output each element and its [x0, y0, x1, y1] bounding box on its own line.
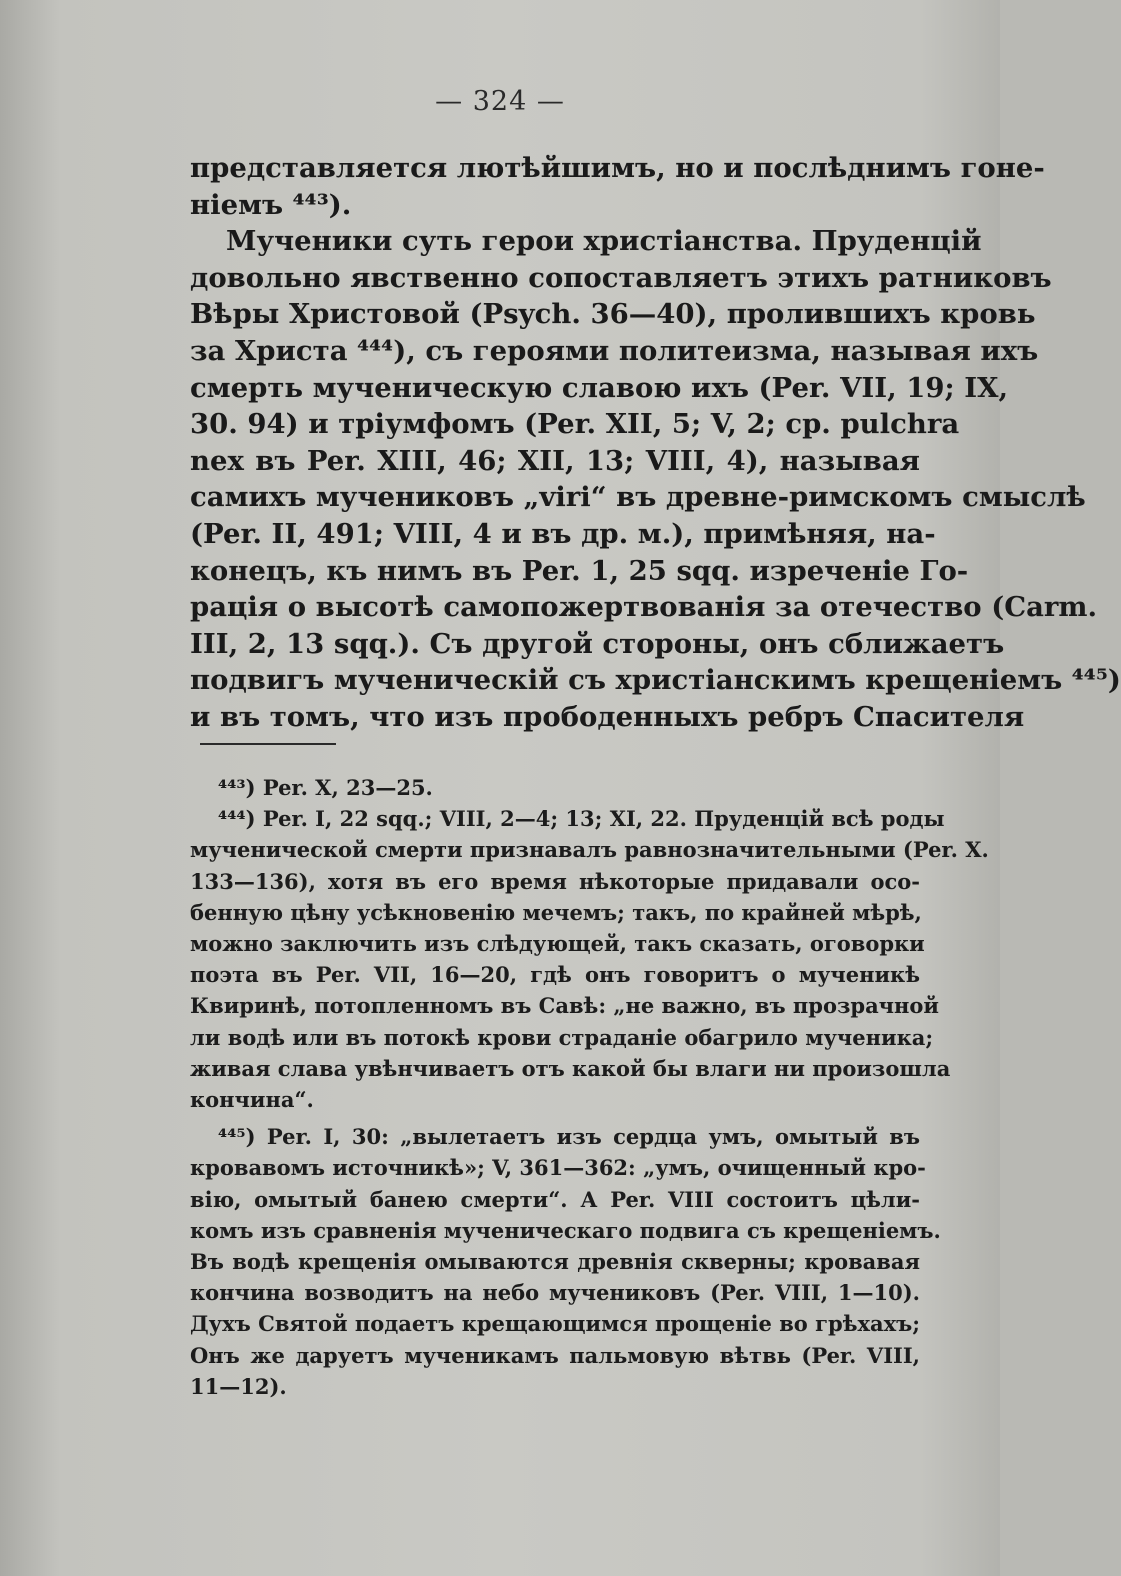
footnote-line: кончина возводитъ на небо мучениковъ (Per. VIII, 1—10). [190, 1280, 920, 1306]
footnote-443 [190, 772, 920, 803]
text-line: смерть мученическую славою ихъ (Per. VII, 19; IX, [190, 371, 1009, 404]
footnote-line: Духъ Святой подаетъ крещающимся прощеніе во грѣхахъ; [190, 1311, 920, 1337]
text-line: подвигъ мученическій съ христіанскимъ крещеніемъ ⁴⁴⁵) [190, 664, 1121, 697]
text-line: довольно явственно сопоставляетъ этихъ ратниковъ [190, 261, 1052, 294]
footnote-line: ⁴⁴⁵) Per. I, 30: „вылетаетъ изъ сердца умъ, омытый въ [218, 1124, 920, 1150]
footnote-445 [190, 1121, 941, 1402]
footnote-line: живая слава увѣнчиваетъ отъ какой бы влаги ни произошла [190, 1055, 951, 1081]
text-line: и въ томъ, что изъ прободенныхъ ребръ Спасителя [190, 700, 1025, 733]
footnote-line: ⁴⁴³) Per. X, 23—25. [218, 775, 433, 800]
footnote-444 [190, 803, 989, 1115]
footnote-line: Квиринѣ, потопленномъ въ Савѣ: „не важно, въ прозрачной [190, 993, 939, 1019]
footnote-line: бенную цѣну усѣкновенію мечемъ; такъ, по крайней мѣрѣ, [190, 899, 922, 925]
footnote-line: вію, омытый банею смерти“. А Per. VIII состоитъ цѣли- [190, 1186, 920, 1212]
footnote-line: мученической смерти признавалъ равнозначительными (Per. X. [190, 837, 989, 863]
footnote-line: ли водѣ или въ потокѣ крови страданіе обагрило мученика; [190, 1024, 934, 1050]
footnotes [190, 772, 989, 1402]
page-number: — 324 — [435, 86, 565, 117]
text-line: конецъ, къ нимъ въ Per. 1, 25 sqq. изреченіе Го- [190, 554, 969, 587]
footnote-line: Въ водѣ крещенія омываются древнія скверны; кровавая [190, 1249, 920, 1275]
footnote-line: 133—136), хотя въ его время нѣкоторые придавали осо- [190, 868, 920, 894]
text-line: nex въ Per. XIII, 46; XII, 13; VIII, 4), называя [190, 444, 920, 477]
footnote-line: можно заключить изъ слѣдующей, такъ сказать, оговорки [190, 931, 925, 957]
text-line: за Христа ⁴⁴⁴), съ героями политеизма, называя ихъ [190, 334, 1039, 367]
main-text [190, 150, 1121, 736]
footnote-line: кончина“. [190, 1087, 314, 1113]
footnote-divider [200, 743, 336, 745]
text-line: III, 2, 13 sqq.). Съ другой стороны, онъ сближаетъ [190, 627, 1005, 660]
text-line: 30. 94) и тріумфомъ (Per. XII, 5; V, 2; ср. pulchra [190, 408, 960, 441]
text-line: рація о высотѣ самопожертвованія за отечество (Carm. [190, 591, 1098, 624]
footnote-line: комъ изъ сравненія мученическаго подвига съ крещеніемъ. [190, 1217, 941, 1243]
footnote-line: Онъ же даруетъ мученикамъ пальмовую вѣтвь (Per. VIII, [190, 1342, 920, 1368]
text-line: Мученики суть герои христіанства. Пруденцій [226, 225, 982, 258]
text-line: самихъ мучениковъ „viri“ въ древне-римскомъ смыслѣ [190, 481, 1086, 514]
text-line: ніемъ ⁴⁴³). [190, 188, 352, 221]
text-line: (Per. II, 491; VIII, 4 и въ др. м.), примѣняя, на- [190, 517, 936, 550]
text-line: представляется лютѣйшимъ, но и послѣднимъ гоне- [190, 152, 1045, 184]
footnote-line: кровавомъ источникѣ»; V, 361—362: „умъ, очищенный кро- [190, 1155, 926, 1181]
text-line: Вѣры Христовой (Psych. 36—40), пролившихъ кровь [190, 298, 1036, 331]
footnote-line: поэта въ Per. VII, 16—20, гдѣ онъ говоритъ о мученикѣ [190, 962, 920, 988]
footnote-line: ⁴⁴⁴) Per. I, 22 sqq.; VIII, 2—4; 13; XI, 22. Пруденцій всѣ роды [218, 806, 945, 832]
footnote-line: 11—12). [190, 1373, 287, 1399]
